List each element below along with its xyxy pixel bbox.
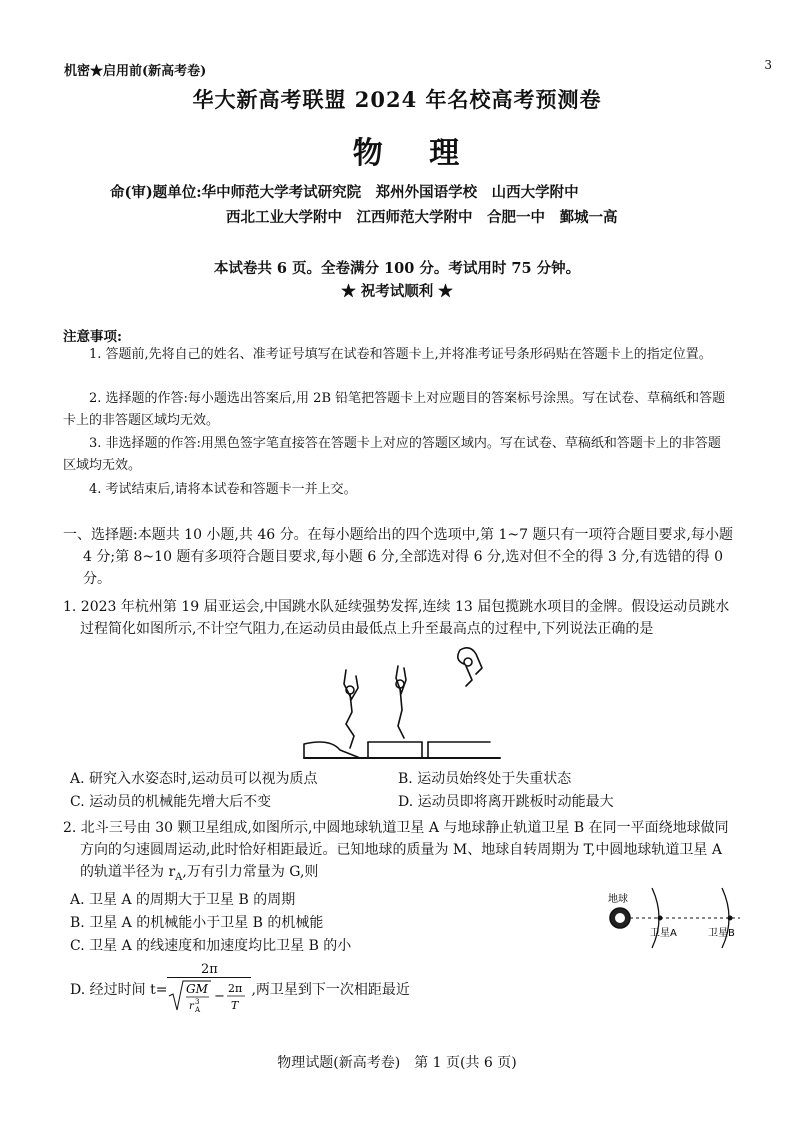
sqrt-expression <box>167 978 251 1014</box>
q2-option-d-fraction <box>167 962 251 1018</box>
notice-item-2: 2. 选择题的作答:每小题选出答案后,用 2B 铅笔把答题卡上对应题目的答案标号涂黑。写在试卷、草稿纸和答题卡上的非答题区域均无效。 <box>63 391 726 428</box>
exam-info: 本试卷共 6 页。全卷满分 100 分。考试用时 75 分钟。 <box>213 260 581 277</box>
section-heading-text: 一、选择题:本题共 10 小题,共 46 分。在每小题给出的四个选项中,第 1~7 题只有一项符合题目要求,每小题 4 分;第 8~10 题有多项符合题目要求,每小题 6 分,全部选对得 6 分,选对但不全的得 3 分,有选错的得 0 分。 <box>63 527 733 587</box>
corner-number: 3 <box>764 58 772 72</box>
q1-option-b: B. 运动员始终处于失重状态 <box>398 771 572 787</box>
notice-item-1: 1. 答题前,先将自己的姓名、准考证号填写在试卷和答题卡上,并将准考证号条形码贴在答题卡上的指定位置。 <box>89 347 712 362</box>
svg-text:r: r <box>189 1001 195 1012</box>
question-1-text: 1. 2023 年杭州第 19 届亚运会,中国跳水队延续强势发挥,连续 13 届包揽跳水项目的金牌。假设运动员跳水过程简化如图所示,不计空气阻力,在运动员由最低点上升至最高点的过程中,下列说法正确的是 <box>63 599 730 637</box>
q1-option-c: C. 运动员的机械能先增大后不变 <box>70 794 272 810</box>
subject-title: 物 理 <box>352 136 478 171</box>
fraction-denominator <box>167 978 251 1018</box>
earth-label: 地球 <box>608 894 628 905</box>
section-heading <box>63 524 739 590</box>
q2-option-d <box>70 962 410 1018</box>
svg-text:GM: GM <box>186 982 209 996</box>
question-2-tail: ,万有引力常量为 G,则 <box>182 864 319 880</box>
svg-text:2π: 2π <box>228 982 243 995</box>
exam-title: 华大新高考联盟 2024 年名校高考预测卷 <box>192 87 602 112</box>
page-footer: 物理试题(新高考卷) 第 1 页(共 6 页) <box>277 1055 517 1071</box>
q2-option-c: C. 卫星 A 的线速度和加速度均比卫星 B 的小 <box>70 938 352 954</box>
q2-option-d-suffix: ,两卫星到下一次相距最近 <box>251 982 410 998</box>
satellite-b-dot <box>728 916 733 921</box>
notice-title: 注意事项: <box>63 329 122 345</box>
question-2-stem <box>63 817 739 889</box>
notice-item-4: 4. 考试结束后,请将本试卷和答题卡一并上交。 <box>89 482 357 497</box>
fraction-numerator: 2π <box>167 962 251 978</box>
question-1-stem <box>63 596 739 640</box>
confidential-label: 机密★启用前(新高考卷) <box>64 64 207 79</box>
satellite-figure <box>600 880 750 952</box>
satellite-a-label: 卫星A <box>650 928 677 939</box>
q2-option-a: A. 卫星 A 的周期大于卫星 B 的周期 <box>70 892 296 908</box>
svg-text:3: 3 <box>195 998 200 1006</box>
q2-option-d-prefix: D. 经过时间 t= <box>70 982 168 998</box>
setters-line-1: 命(审)题单位:华中师范大学考试研究院 郑州外国语学校 山西大学附中 <box>110 184 579 201</box>
earth-inner <box>615 913 625 923</box>
notice-item-3: 3. 非选择题的作答:用黑色签字笔直接答在答题卡上对应的答题区域内。写在试卷、草稿纸和答题卡上的非答题区域均无效。 <box>63 436 721 473</box>
good-luck-line: ★ 祝考试顺利 ★ <box>341 283 453 300</box>
question-2-text <box>63 817 739 889</box>
setters-line-2: 西北工业大学附中 江西师范大学附中 合肥一中 鄞城一高 <box>226 209 618 226</box>
satellite-a-dot <box>658 916 663 921</box>
question-2-subscript: A <box>175 871 183 883</box>
question-2-main: 2. 北斗三号由 30 颗卫星组成,如图所示,中圆地球轨道卫星 A 与地球静止轨道卫星 B 在同一平面绕地球做同方向的匀速圆周运动,此时恰好相距最近。已知地球的质量为 M、地球自转周期为 T,中圆地球轨道卫星 A 的轨道半径为 r <box>63 820 729 880</box>
diving-figure <box>300 640 510 764</box>
svg-text:A: A <box>195 1006 201 1014</box>
svg-text:T: T <box>231 999 239 1012</box>
q1-option-d: D. 运动员即将离开跳板时动能最大 <box>398 794 614 810</box>
satellite-b-label: 卫星B <box>708 928 735 939</box>
svg-text:−: − <box>214 989 226 1004</box>
q1-option-a: A. 研究入水姿态时,运动员可以视为质点 <box>70 771 318 787</box>
q2-option-b: B. 卫星 A 的机械能小于卫星 B 的机械能 <box>70 915 324 931</box>
